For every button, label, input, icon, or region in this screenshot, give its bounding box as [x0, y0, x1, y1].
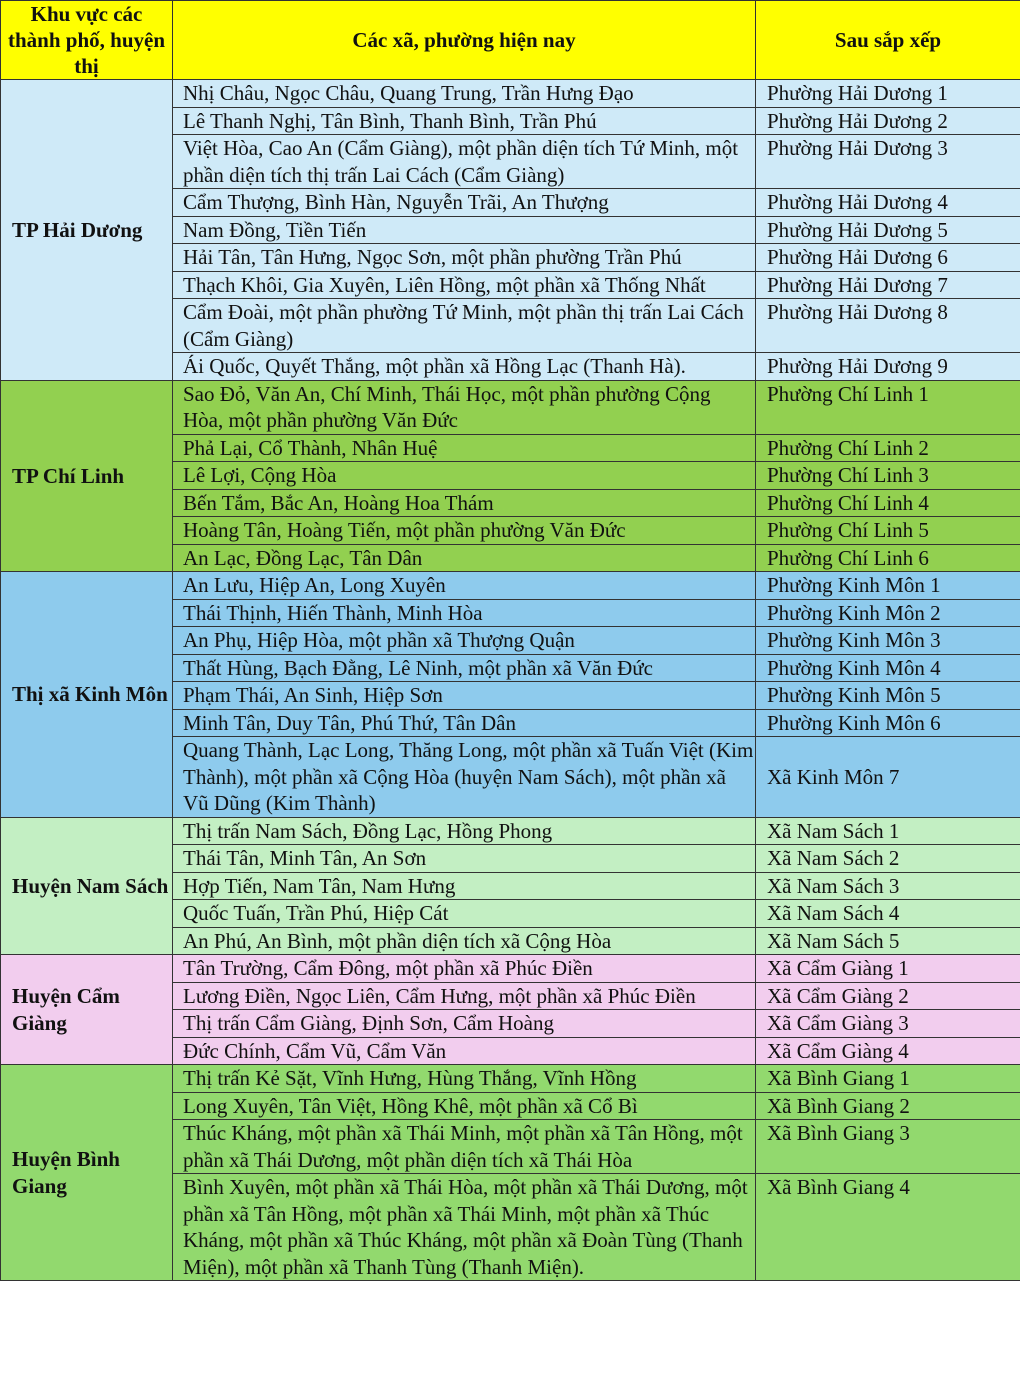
current-units-cell: Ái Quốc, Quyết Thắng, một phần xã Hồng Lạc (Thanh Hà).	[173, 353, 756, 381]
current-units-cell: Cẩm Thượng, Bình Hàn, Nguyễn Trãi, An Thượng	[173, 189, 756, 217]
after-merge-cell: Phường Hải Dương 1	[756, 80, 1020, 108]
after-merge-cell: Phường Hải Dương 8	[756, 299, 1020, 353]
region-cell: TP Chí Linh	[1, 380, 173, 572]
current-units-cell: Minh Tân, Duy Tân, Phú Thứ, Tân Dân	[173, 709, 756, 737]
current-units-cell: Long Xuyên, Tân Việt, Hồng Khê, một phần xã Cổ Bì	[173, 1092, 756, 1120]
after-merge-cell: Phường Chí Linh 2	[756, 434, 1020, 462]
group-kinh-mon	[1, 572, 1020, 818]
group-nam-sach	[1, 817, 1020, 955]
group-cam-giang	[1, 955, 1020, 1065]
header-region: Khu vực các thành phố, huyện thị	[1, 1, 173, 80]
after-merge-cell: Xã Kinh Môn 7	[756, 737, 1020, 818]
table-row	[1, 817, 1020, 845]
after-merge-cell: Phường Chí Linh 5	[756, 517, 1020, 545]
after-merge-cell: Xã Bình Giang 2	[756, 1092, 1020, 1120]
region-cell: Huyện Cẩm Giàng	[1, 955, 173, 1065]
after-merge-cell: Phường Chí Linh 3	[756, 462, 1020, 490]
after-merge-cell: Xã Nam Sách 4	[756, 900, 1020, 928]
after-merge-cell: Phường Hải Dương 4	[756, 189, 1020, 217]
region-cell: Huyện Nam Sách	[1, 817, 173, 955]
current-units-cell: Hoàng Tân, Hoàng Tiến, một phần phường Văn Đức	[173, 517, 756, 545]
after-merge-cell: Phường Kinh Môn 5	[756, 682, 1020, 710]
after-merge-cell: Phường Hải Dương 3	[756, 135, 1020, 189]
current-units-cell: Nam Đồng, Tiền Tiến	[173, 216, 756, 244]
after-merge-cell: Phường Chí Linh 4	[756, 489, 1020, 517]
region-cell: Thị xã Kinh Môn	[1, 572, 173, 818]
current-units-cell: Lương Điền, Ngọc Liên, Cẩm Hưng, một phần xã Phúc Điền	[173, 982, 756, 1010]
group-binh-giang	[1, 1065, 1020, 1281]
current-units-cell: Bình Xuyên, một phần xã Thái Hòa, một phần xã Thái Dương, một phần xã Tân Hồng, một phần xã Thái Minh, một phần xã Thúc Kháng, một phần xã Thúc Kháng, một phần xã Đoàn Tùng (Thanh Miện), một phần xã Thanh Tùng (Thanh Miện).	[173, 1174, 756, 1281]
after-merge-cell: Phường Hải Dương 5	[756, 216, 1020, 244]
current-units-cell: Đức Chính, Cẩm Vũ, Cẩm Văn	[173, 1037, 756, 1065]
current-units-cell: An Lạc, Đồng Lạc, Tân Dân	[173, 544, 756, 572]
current-units-cell: Thị trấn Cẩm Giàng, Định Sơn, Cẩm Hoàng	[173, 1010, 756, 1038]
after-merge-cell: Phường Chí Linh 1	[756, 380, 1020, 434]
current-units-cell: Phả Lại, Cổ Thành, Nhân Huệ	[173, 434, 756, 462]
dantri-logo: DÂN TRÍ	[14, 1344, 139, 1379]
region-cell: Huyện Bình Giang	[1, 1065, 173, 1281]
after-merge-cell: Xã Cẩm Giàng 4	[756, 1037, 1020, 1065]
after-merge-cell: Phường Hải Dương 9	[756, 353, 1020, 381]
current-units-cell: Cẩm Đoài, một phần phường Tứ Minh, một phần thị trấn Lai Cách (Cẩm Giàng)	[173, 299, 756, 353]
header-after: Sau sắp xếp	[756, 1, 1020, 80]
after-merge-cell: Phường Kinh Môn 1	[756, 572, 1020, 600]
current-units-cell: Hợp Tiến, Nam Tân, Nam Hưng	[173, 872, 756, 900]
current-units-cell: Thị trấn Nam Sách, Đồng Lạc, Hồng Phong	[173, 817, 756, 845]
current-units-cell: Việt Hòa, Cao An (Cẩm Giàng), một phần diện tích Tứ Minh, một phần diện tích thị trấn Lai Cách (Cẩm Giàng)	[173, 135, 756, 189]
current-units-cell: Thị trấn Kẻ Sặt, Vĩnh Hưng, Hùng Thắng, Vĩnh Hồng	[173, 1065, 756, 1093]
after-merge-cell: Phường Kinh Môn 6	[756, 709, 1020, 737]
current-units-cell: Phạm Thái, An Sinh, Hiệp Sơn	[173, 682, 756, 710]
current-units-cell: Sao Đỏ, Văn An, Chí Minh, Thái Học, một phần phường Cộng Hòa, một phần phường Văn Đức	[173, 380, 756, 434]
current-units-cell: Thạch Khôi, Gia Xuyên, Liên Hồng, một phần xã Thống Nhất	[173, 271, 756, 299]
region-cell: TP Hải Dương	[1, 80, 173, 381]
after-merge-cell: Phường Kinh Môn 2	[756, 599, 1020, 627]
table-row	[1, 80, 1020, 108]
current-units-cell: Thái Thịnh, Hiến Thành, Minh Hòa	[173, 599, 756, 627]
current-units-cell: Quốc Tuấn, Trần Phú, Hiệp Cát	[173, 900, 756, 928]
current-units-cell: Bến Tắm, Bắc An, Hoàng Hoa Thám	[173, 489, 756, 517]
after-merge-cell: Xã Nam Sách 5	[756, 927, 1020, 955]
current-units-cell: An Phụ, Hiệp Hòa, một phần xã Thượng Quận	[173, 627, 756, 655]
current-units-cell: Thất Hùng, Bạch Đằng, Lê Ninh, một phần xã Văn Đức	[173, 654, 756, 682]
after-merge-cell: Phường Kinh Môn 4	[756, 654, 1020, 682]
current-units-cell: An Lưu, Hiệp An, Long Xuyên	[173, 572, 756, 600]
after-merge-cell: Xã Bình Giang 3	[756, 1120, 1020, 1174]
group-hai-duong	[1, 80, 1020, 381]
after-merge-cell: Xã Nam Sách 3	[756, 872, 1020, 900]
after-merge-cell: Phường Chí Linh 6	[756, 544, 1020, 572]
table-row	[1, 955, 1020, 983]
after-merge-cell: Phường Kinh Môn 3	[756, 627, 1020, 655]
current-units-cell: Quang Thành, Lạc Long, Thăng Long, một phần xã Tuấn Việt (Kim Thành), một phần xã Cộng Hòa (huyện Nam Sách), một phần xã Vũ Dũng (Kim Thành)	[173, 737, 756, 818]
current-units-cell: Thúc Kháng, một phần xã Thái Minh, một phần xã Tân Hồng, một phần xã Thái Dương, một phần diện tích xã Thái Hòa	[173, 1120, 756, 1174]
after-merge-cell: Xã Nam Sách 2	[756, 845, 1020, 873]
table-row	[1, 1065, 1020, 1093]
current-units-cell: Hải Tân, Tân Hưng, Ngọc Sơn, một phần phường Trần Phú	[173, 244, 756, 272]
after-merge-cell: Phường Hải Dương 7	[756, 271, 1020, 299]
current-units-cell: Nhị Châu, Ngọc Châu, Quang Trung, Trần Hưng Đạo	[173, 80, 756, 108]
after-merge-cell: Xã Bình Giang 4	[756, 1174, 1020, 1281]
table-row	[1, 572, 1020, 600]
after-merge-cell: Xã Cẩm Giàng 2	[756, 982, 1020, 1010]
table-row	[1, 380, 1020, 434]
header-row	[1, 1, 1020, 80]
current-units-cell: Thái Tân, Minh Tân, An Sơn	[173, 845, 756, 873]
after-merge-cell: Phường Hải Dương 6	[756, 244, 1020, 272]
after-merge-cell: Xã Cẩm Giàng 1	[756, 955, 1020, 983]
after-merge-cell: Xã Nam Sách 1	[756, 817, 1020, 845]
after-merge-cell: Phường Hải Dương 2	[756, 107, 1020, 135]
current-units-cell: Tân Trường, Cẩm Đông, một phần xã Phúc Điền	[173, 955, 756, 983]
after-merge-cell: Xã Bình Giang 1	[756, 1065, 1020, 1093]
header-current: Các xã, phường hiện nay	[173, 1, 756, 80]
group-chi-linh	[1, 380, 1020, 572]
current-units-cell: Lê Lợi, Cộng Hòa	[173, 462, 756, 490]
after-merge-cell: Xã Cẩm Giàng 3	[756, 1010, 1020, 1038]
current-units-cell: Lê Thanh Nghị, Tân Bình, Thanh Bình, Trần Phú	[173, 107, 756, 135]
current-units-cell: An Phú, An Bình, một phần diện tích xã Cộng Hòa	[173, 927, 756, 955]
